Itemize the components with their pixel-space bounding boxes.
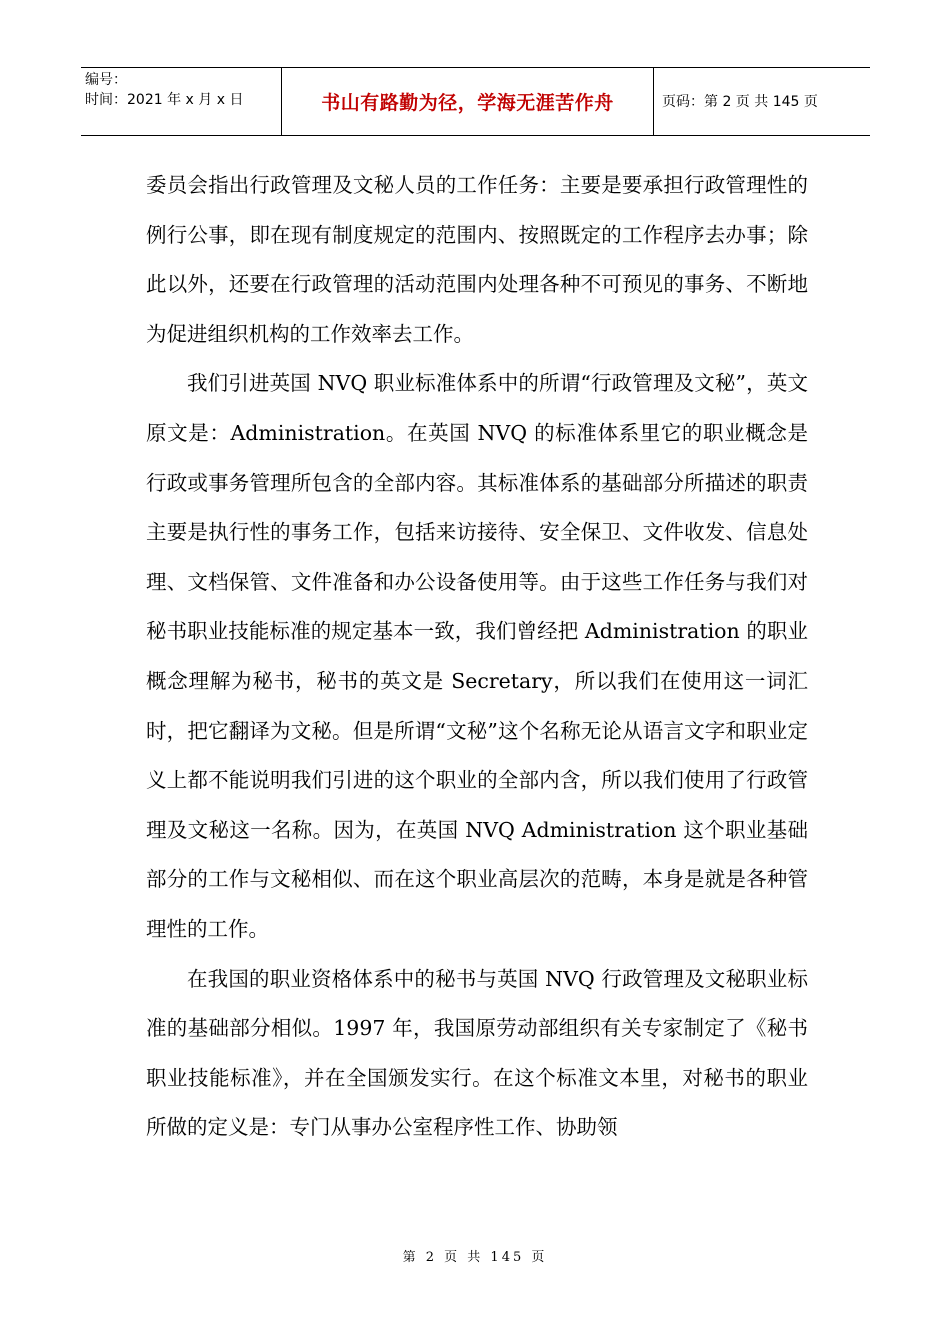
document-header [81,67,870,136]
page-footer: 第 2 页 共 145 页 [402,1250,548,1265]
paragraph-3: 在我国的职业资格体系中的秘书与英国 NVQ 行政管理及文秘职业标准的基础部分相似。1997 年，我国原劳动部组织有关专家制定了《秘书职业技能标准》，并在全国颁发实行。在这个标准文本里，对秘书的职业所做的定义是：专门从事办公室程序性工作、协助领 [146,966,808,1140]
document-body [146,161,808,1153]
motto-text: 书山有路勤为径，学海无涯苦作舟 [321,92,614,114]
paragraph-2: 我们引进英国 NVQ 职业标准体系中的所谓“行政管理及文秘”，英文原文是：Administration。在英国 NVQ 的标准体系里它的职业概念是行政或事务管理所包含的全部内容。其标准体系的基础部分所描述的职责主要是执行性的事务工作，包括来访接待、安全保卫、文件收发、信息处理、文档保管、文件准备和办公设备使用等。由于这些工作任务与我们对秘书职业技能标准的规定基本一致，我们曾经把 Administration 的职业概念理解为秘书，秘书的英文是 Secretary，所以我们在使用这一词汇时，把它翻译为文秘。但是所谓“文秘”这个名称无论从语言文字和职业定义上都不能说明我们引进的这个职业的全部内含，所以我们使用了行政管理及文秘这一名称。因为，在英国 NVQ Administration 这个职业基础部分的工作与文秘相似、而在这个职业高层次的范畴，本身是就是各种管理性的工作。 [146,371,808,941]
number-label: 编号： [85,72,127,88]
paragraph-1: 委员会指出行政管理及文秘人员的工作任务：主要是要承担行政管理性的例行公事，即在现有制度规定的范围内、按照既定的工作程序去办事；除此以外，还要在行政管理的活动范围内处理各种不可预见的事务、不断地为促进组织机构的工作效率去工作。 [146,173,808,346]
header-meta-cell [81,68,282,135]
time-label: 时间：2021 年 x 月 x 日 [85,92,244,108]
header-motto-cell [282,68,654,135]
page-info: 页码：第 2 页 共 145 页 [662,93,818,110]
header-page-cell [654,68,870,135]
